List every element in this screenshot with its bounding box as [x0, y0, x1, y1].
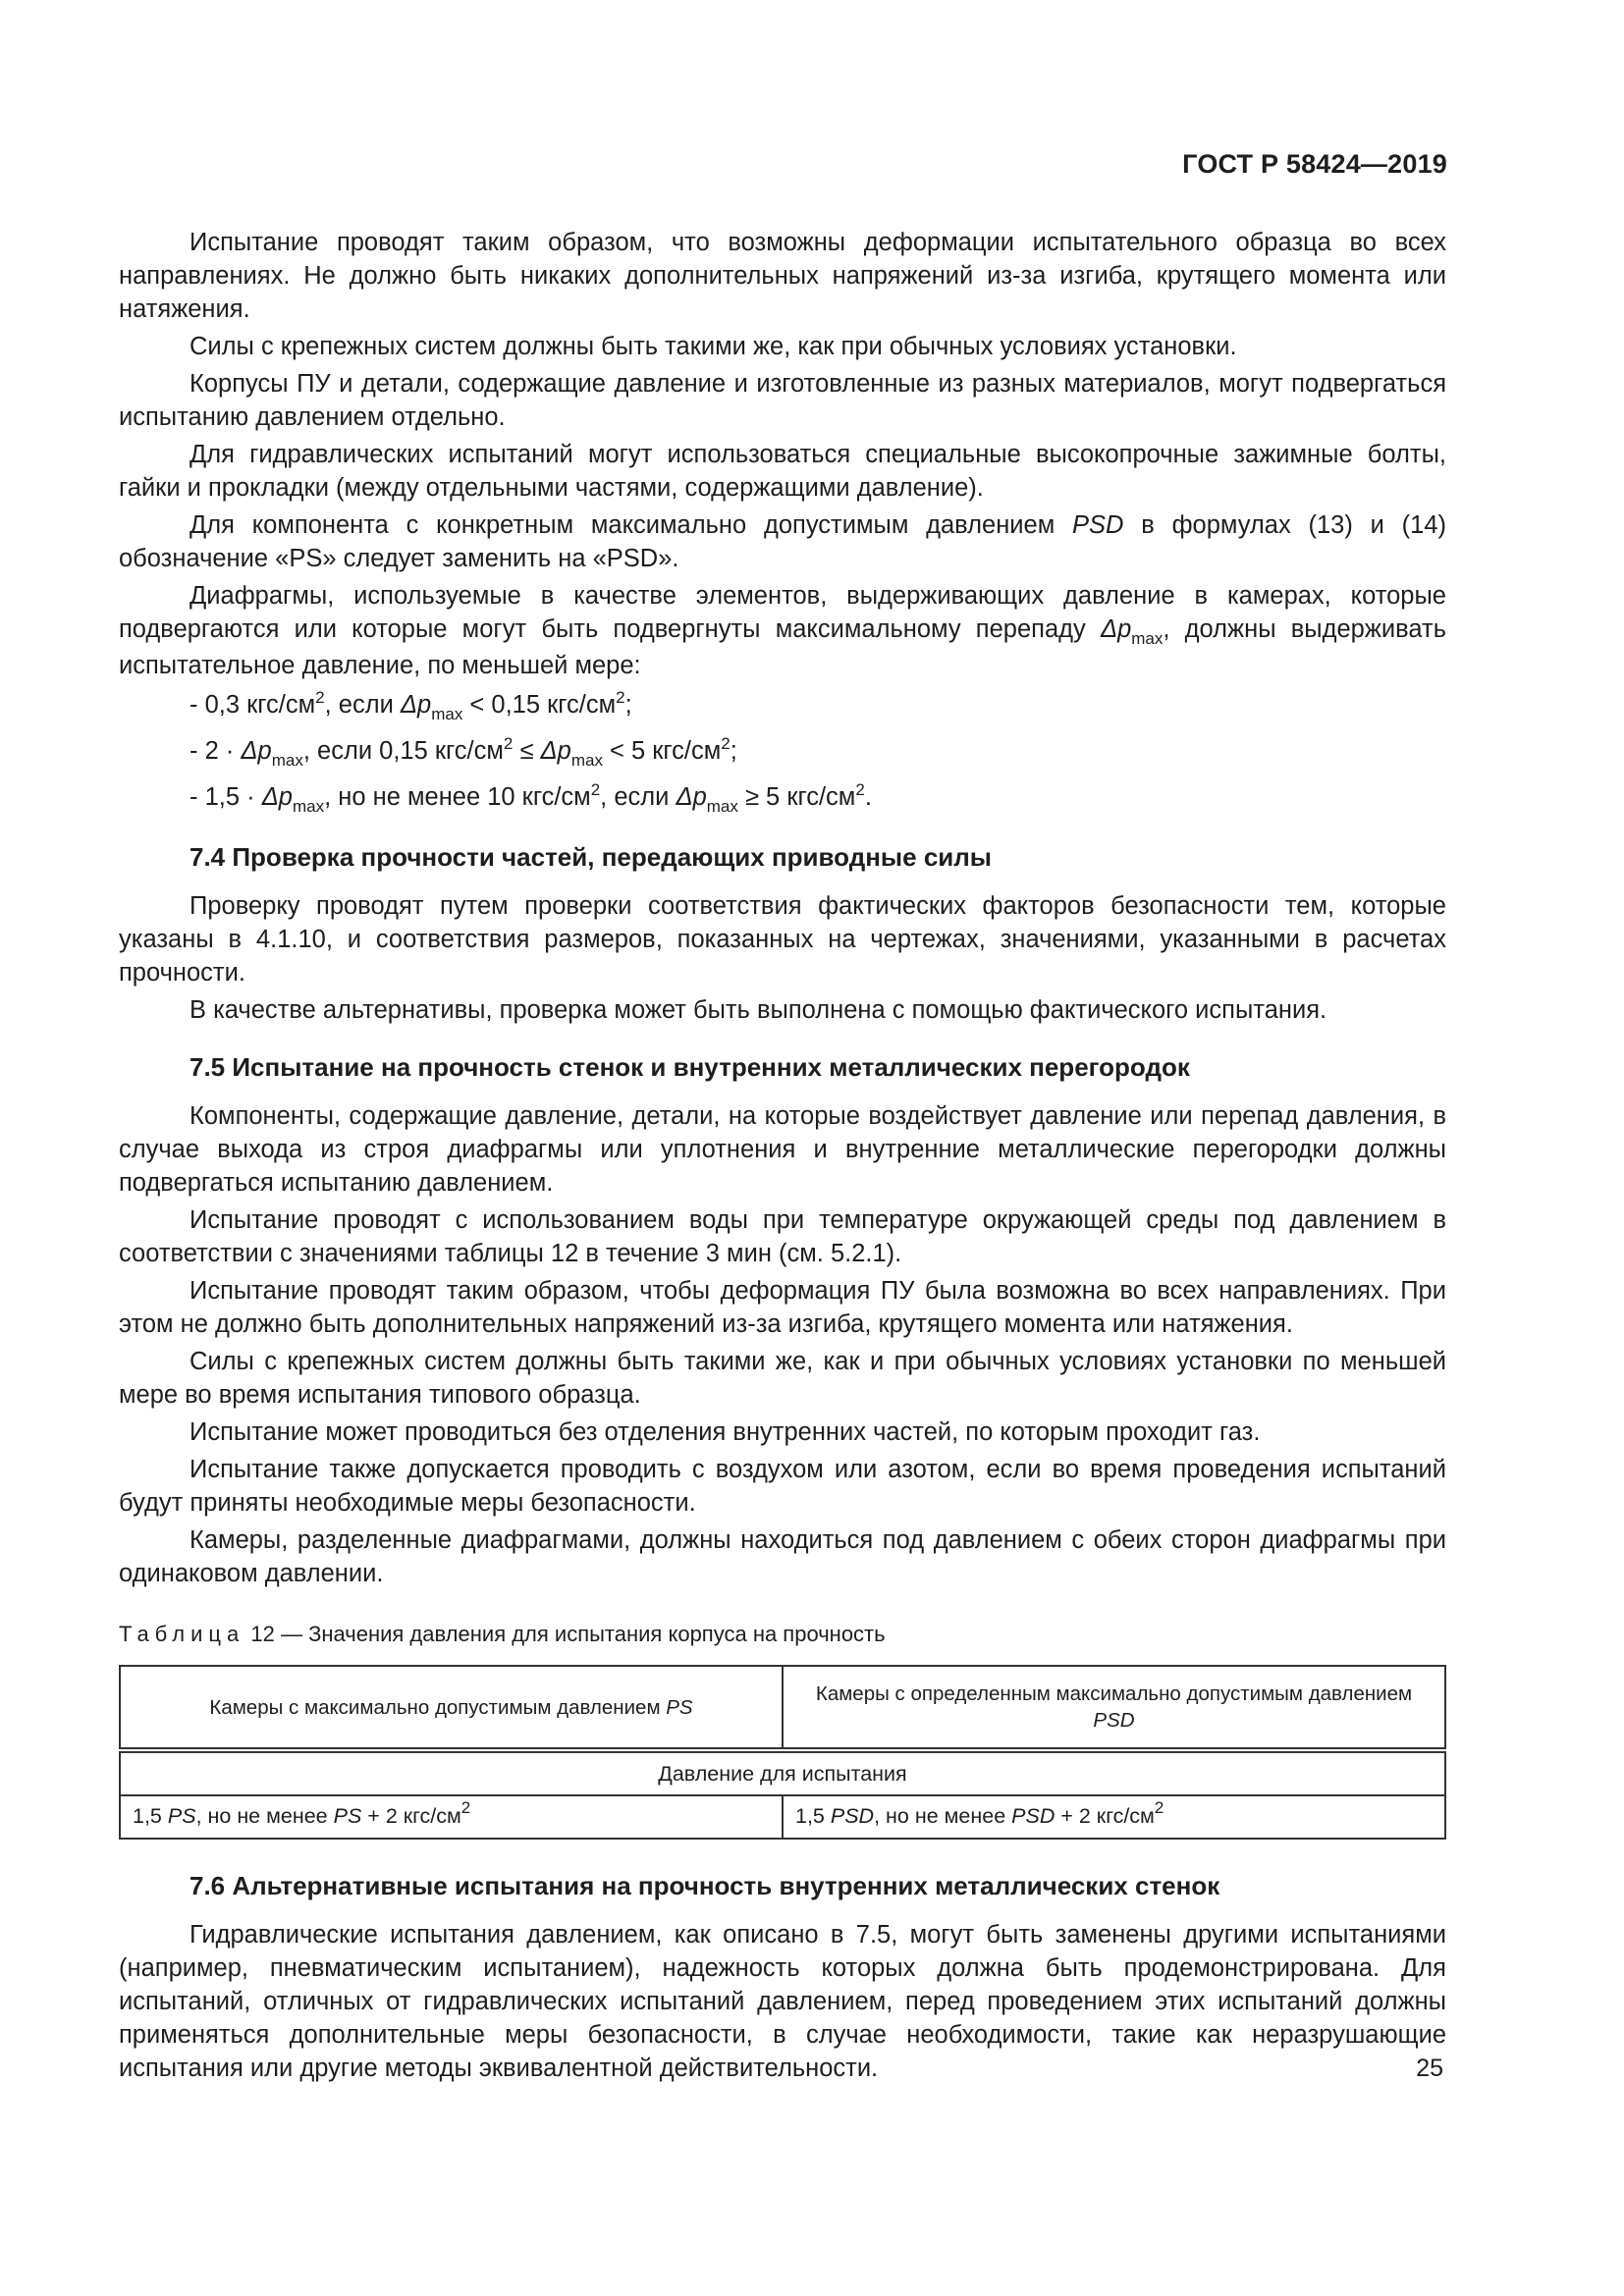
table-header-cell-psd: Камеры с определенным максимально допустимым давлением PSD	[783, 1666, 1445, 1750]
table-header-cell-ps: Камеры с максимально допустимым давлением PS	[120, 1666, 783, 1750]
pressure-test-table	[119, 1665, 1446, 1840]
table-row	[120, 1750, 1445, 1795]
section-heading-7-6: 7.6 Альтернативные испытания на прочность внутренних металлических стенок	[189, 1871, 1220, 1900]
paragraph: Испытание проводят с использованием воды при температуре окружающей среды под давлением в соответствии с значениями таблицы 12 в течение 3 мин (см. 5.2.1).	[119, 1206, 1446, 1267]
document-header: ГОСТ Р 58424—2019	[1182, 149, 1447, 179]
paragraph: Испытание проводят таким образом, что возможны деформации испытательного образца во всех направлениях. Не должно быть никаких дополнительных напряжений из-за изгиба, крутящего момента или натяжения.	[119, 229, 1446, 323]
page-body	[119, 226, 1446, 2089]
table-caption: Таблица 12 — Значения давления для испытания корпуса на прочность	[119, 1622, 886, 1646]
table-header-row	[120, 1666, 1445, 1750]
paragraph: Корпусы ПУ и детали, содержащие давление и изготовленные из разных материалов, могут подвергаться испытанию давлением отдельно.	[119, 370, 1446, 431]
table-cell: 1,5 PS, но не менее PS + 2 кгс/$см^2$	[120, 1795, 783, 1839]
table-row	[120, 1795, 1445, 1839]
paragraph: В качестве альтернативы, проверка может быть выполнена с помощью фактического испытания.	[189, 996, 1327, 1024]
paragraph-diaphragm: Диафрагмы, используемые в качестве элементов, выдерживающих давление в камерах, которые подвергаются или которые могут быть подвергнуты максимальному перепаду $\Delta p_{max}$, должны выдерживать испытательное давление, по меньшей мере:	[119, 582, 1447, 679]
paragraph: Компоненты, содержащие давление, детали, на которые воздействует давление или перепад давления, в случае выхода из строя диафрагмы или уплотнения и внутренние металлические перегородки должны подвергаться испытанию давлением.	[119, 1102, 1446, 1197]
paragraph: Силы с крепежных систем должны быть такими же, как и при обычных условиях установки по меньшей мере во время испытания типового образца.	[119, 1348, 1446, 1409]
list-item: - 0,3 кгс/$см^2$, если $\Delta p_{max} < 0,15$ кгс/$см^2$;	[189, 688, 632, 723]
paragraph: Для гидравлических испытаний могут использоваться специальные высокопрочные зажимные болты, гайки и прокладки (между отдельными частями, содержащими давление).	[119, 441, 1446, 502]
list-item: - $2 \cdot \Delta p_{max}$, если 0,15 кгс/$см^2 \le \Delta p_{max} < 5$ кгс/$см^2$;	[189, 734, 737, 770]
page-number: 25	[1416, 2055, 1443, 2082]
paragraph-psd: Для компонента с конкретным максимально допустимым давлением PSD в формулах (13) и (14) обозначение «PS» следует заменить на «PSD».	[119, 511, 1446, 572]
paragraph: Гидравлические испытания давлением, как описано в 7.5, могут быть заменены другими испытаниями (например, пневматическим испытанием), надежность которых должна быть продемонстрирована. Для испытаний, отличных от гидравлических испытаний давлением, перед проведением этих испытаний должны применяться дополнительные меры безопасности, в случае необходимости, такие как неразрушающие испытания или другие методы эквивалентной действительности.	[119, 1921, 1446, 2082]
paragraph: Испытание также допускается проводить с воздухом или азотом, если во время проведения испытаний будут приняты необходимые меры безопасности.	[119, 1456, 1446, 1517]
paragraph: Проверку проводят путем проверки соответствия фактических факторов безопасности тем, которые указаны в 4.1.10, и соответствия размеров, показанных на чертежах, значениями, указанными в расчетах прочности.	[119, 892, 1446, 987]
table-span-cell: Давление для испытания	[120, 1750, 1445, 1795]
paragraph: Испытание проводят таким образом, чтобы деформация ПУ была возможна во всех направлениях. При этом не должно быть дополнительных напряжений из-за изгиба, крутящего момента или натяжения.	[119, 1277, 1446, 1338]
paragraph: Силы с крепежных систем должны быть такими же, как при обычных условиях установки.	[189, 333, 1237, 360]
section-heading-7-4: 7.4 Проверка прочности частей, передающих приводные силы	[189, 842, 992, 872]
table-cell: 1,5 PSD, но не менее PSD + 2 кгс/$см^2$	[783, 1795, 1445, 1839]
section-heading-7-5: 7.5 Испытание на прочность стенок и внутренних металлических перегородок	[189, 1052, 1190, 1082]
paragraph: Камеры, разделенные диафрагмами, должны находиться под давлением с обеих сторон диафрагмы при одинаковом давлении.	[119, 1526, 1446, 1587]
paragraph: Испытание может проводиться без отделения внутренних частей, по которым проходит газ.	[189, 1418, 1261, 1446]
list-item: - $1,5 \cdot \Delta p_{max}$, но не менее 10 кгс/$см^2$, если $\Delta p_{max} \ge 5$ кгс/$см^2$.	[189, 780, 872, 816]
